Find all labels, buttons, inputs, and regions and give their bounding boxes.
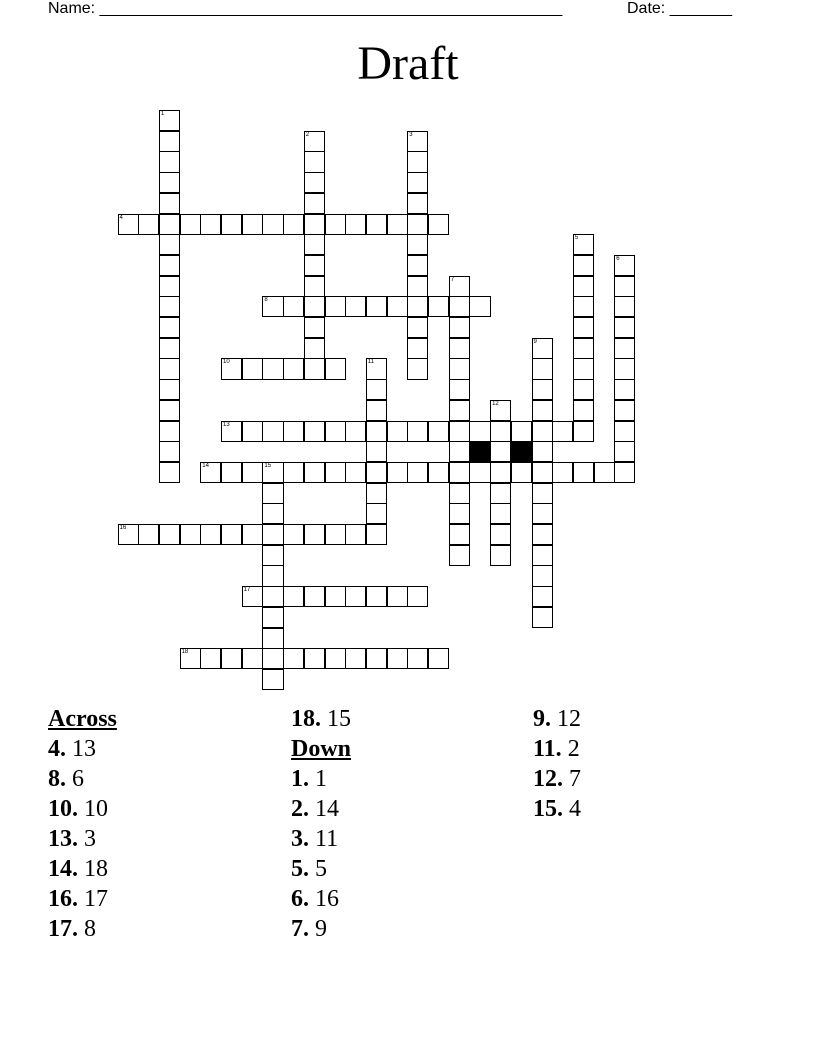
grid-cell[interactable] xyxy=(449,421,470,442)
grid-cell[interactable] xyxy=(449,358,470,379)
grid-cell[interactable] xyxy=(262,607,283,628)
clue-item: 15. 4 xyxy=(533,796,581,822)
grid-cell[interactable] xyxy=(573,234,594,255)
clue-item: 8. 6 xyxy=(48,766,84,792)
grid-cell[interactable] xyxy=(511,462,532,483)
grid-cell[interactable] xyxy=(552,462,573,483)
grid-cell[interactable] xyxy=(407,421,428,442)
grid-cell[interactable] xyxy=(221,214,242,235)
grid-cell[interactable] xyxy=(283,462,304,483)
grid-cell[interactable] xyxy=(407,276,428,297)
grid-cell[interactable] xyxy=(428,648,449,669)
grid-cell[interactable] xyxy=(366,421,387,442)
grid-cell[interactable] xyxy=(221,648,242,669)
grid-cell[interactable] xyxy=(304,151,325,172)
grid-cell[interactable] xyxy=(118,214,139,235)
grid-cell[interactable] xyxy=(159,421,180,442)
grid-cell[interactable] xyxy=(532,358,553,379)
grid-cell[interactable] xyxy=(407,462,428,483)
grid-cell[interactable] xyxy=(180,524,201,545)
grid-cell[interactable] xyxy=(325,524,346,545)
grid-cell[interactable] xyxy=(304,193,325,214)
grid-cell[interactable] xyxy=(428,296,449,317)
clue-item: 2. 14 xyxy=(291,796,339,822)
grid-cell[interactable] xyxy=(614,462,635,483)
grid-cell[interactable] xyxy=(552,421,573,442)
clue-item: 14. 18 xyxy=(48,856,108,882)
grid-cell[interactable] xyxy=(490,524,511,545)
across-heading: Across xyxy=(48,706,117,732)
grid-cell[interactable] xyxy=(614,255,635,276)
grid-cell[interactable] xyxy=(242,524,263,545)
grid-cell[interactable] xyxy=(490,400,511,421)
grid-cell[interactable] xyxy=(221,358,242,379)
grid-cell[interactable] xyxy=(159,172,180,193)
cell-number: 8 xyxy=(264,297,268,304)
grid-cell[interactable] xyxy=(387,586,408,607)
grid-cell[interactable] xyxy=(262,628,283,649)
clue-item: 7. 9 xyxy=(291,916,327,942)
clue-item: 5. 5 xyxy=(291,856,327,882)
grid-cell[interactable] xyxy=(594,462,615,483)
grid-cell[interactable] xyxy=(159,296,180,317)
grid-cell[interactable] xyxy=(407,131,428,152)
grid-cell[interactable] xyxy=(159,441,180,462)
grid-cell[interactable] xyxy=(304,214,325,235)
grid-cell[interactable] xyxy=(449,296,470,317)
grid-cell[interactable] xyxy=(573,400,594,421)
grid-cell[interactable] xyxy=(614,317,635,338)
grid-cell[interactable] xyxy=(159,400,180,421)
grid-cell[interactable] xyxy=(532,503,553,524)
grid-cell[interactable] xyxy=(532,545,553,566)
grid-cell[interactable] xyxy=(366,214,387,235)
grid-cell[interactable] xyxy=(304,462,325,483)
grid-cell[interactable] xyxy=(304,255,325,276)
grid-cell[interactable] xyxy=(283,214,304,235)
grid-cell[interactable] xyxy=(159,110,180,131)
grid-cell[interactable] xyxy=(449,276,470,297)
grid-cell[interactable] xyxy=(366,400,387,421)
grid-cell[interactable] xyxy=(304,524,325,545)
grid-cell[interactable] xyxy=(407,296,428,317)
clue-item: 9. 12 xyxy=(533,706,581,732)
grid-cell[interactable] xyxy=(449,483,470,504)
grid-cell[interactable] xyxy=(573,255,594,276)
grid-cell[interactable] xyxy=(573,421,594,442)
grid-cell[interactable] xyxy=(614,358,635,379)
cell-number: 16 xyxy=(119,525,127,531)
cell-number: 5 xyxy=(574,235,579,242)
grid-cell[interactable] xyxy=(159,276,180,297)
clue-item: 18. 15 xyxy=(291,706,351,732)
grid-cell[interactable] xyxy=(159,151,180,172)
grid-cell[interactable] xyxy=(262,462,283,483)
clue-item: 10. 10 xyxy=(48,796,108,822)
grid-cell[interactable] xyxy=(573,317,594,338)
grid-cell[interactable] xyxy=(490,441,511,462)
cell-number: 4 xyxy=(119,214,123,221)
grid-cell[interactable] xyxy=(469,421,490,442)
grid-cell[interactable] xyxy=(573,338,594,359)
grid-cell[interactable] xyxy=(614,379,635,400)
grid-cell[interactable] xyxy=(138,214,159,235)
grid-cell[interactable] xyxy=(449,379,470,400)
grid-cell[interactable] xyxy=(449,441,470,462)
grid-cell[interactable] xyxy=(180,648,201,669)
grid-cell[interactable] xyxy=(242,358,263,379)
grid-cell[interactable] xyxy=(573,462,594,483)
grid-cell[interactable] xyxy=(366,379,387,400)
grid-cell[interactable] xyxy=(304,338,325,359)
clue-item: 3. 11 xyxy=(291,826,339,852)
grid-cell[interactable] xyxy=(262,296,283,317)
clue-item: 13. 3 xyxy=(48,826,96,852)
grid-cell[interactable] xyxy=(345,586,366,607)
grid-cell[interactable] xyxy=(304,648,325,669)
grid-cell[interactable] xyxy=(614,276,635,297)
grid-cell[interactable] xyxy=(262,586,283,607)
grid-cell[interactable] xyxy=(221,462,242,483)
grid-cell[interactable] xyxy=(573,296,594,317)
cell-number: 7 xyxy=(450,276,455,283)
grid-cell[interactable] xyxy=(345,214,366,235)
grid-cell[interactable] xyxy=(387,296,408,317)
grid-cell[interactable] xyxy=(262,503,283,524)
grid-cell[interactable] xyxy=(387,421,408,442)
grid-cell[interactable] xyxy=(345,524,366,545)
grid-cell[interactable] xyxy=(283,648,304,669)
grid-cell[interactable] xyxy=(511,421,532,442)
grid-cell[interactable] xyxy=(242,421,263,442)
grid-cell[interactable] xyxy=(283,421,304,442)
grid-cell[interactable] xyxy=(490,421,511,442)
grid-cell[interactable] xyxy=(242,586,263,607)
grid-cell[interactable] xyxy=(262,565,283,586)
grid-cell[interactable] xyxy=(325,214,346,235)
grid-cell[interactable] xyxy=(325,648,346,669)
grid-cell[interactable] xyxy=(407,234,428,255)
grid-cell[interactable] xyxy=(159,524,180,545)
cell-number: 18 xyxy=(181,649,189,656)
grid-cell[interactable] xyxy=(262,214,283,235)
grid-cell[interactable] xyxy=(449,400,470,421)
clue-item: 6. 16 xyxy=(291,886,339,912)
grid-cell[interactable] xyxy=(262,421,283,442)
grid-block xyxy=(511,441,532,462)
cell-number: 6 xyxy=(616,255,620,262)
grid-cell[interactable] xyxy=(159,379,180,400)
grid-cell[interactable] xyxy=(262,483,283,504)
grid-cell[interactable] xyxy=(345,296,366,317)
grid-cell[interactable] xyxy=(532,379,553,400)
grid-cell[interactable] xyxy=(449,338,470,359)
cell-number: 10 xyxy=(223,359,230,366)
grid-cell[interactable] xyxy=(614,296,635,317)
cell-number: 11 xyxy=(367,359,375,366)
grid-cell[interactable] xyxy=(407,255,428,276)
cell-number: 9 xyxy=(533,338,537,345)
grid-cell[interactable] xyxy=(345,462,366,483)
grid-cell[interactable] xyxy=(469,462,490,483)
grid-cell[interactable] xyxy=(159,193,180,214)
grid-cell[interactable] xyxy=(387,214,408,235)
grid-cell[interactable] xyxy=(345,421,366,442)
grid-cell[interactable] xyxy=(304,172,325,193)
grid-cell[interactable] xyxy=(449,503,470,524)
grid-cell[interactable] xyxy=(532,524,553,545)
grid-cell[interactable] xyxy=(283,524,304,545)
grid-cell[interactable] xyxy=(532,462,553,483)
grid-cell[interactable] xyxy=(304,296,325,317)
cell-number: 13 xyxy=(223,421,230,428)
grid-cell[interactable] xyxy=(366,586,387,607)
grid-cell[interactable] xyxy=(614,400,635,421)
grid-cell[interactable] xyxy=(159,131,180,152)
clue-item: 4. 13 xyxy=(48,736,96,762)
cell-number: 17 xyxy=(243,587,251,594)
grid-cell[interactable] xyxy=(532,607,553,628)
grid-cell[interactable] xyxy=(532,586,553,607)
grid-cell[interactable] xyxy=(428,421,449,442)
grid-cell[interactable] xyxy=(532,400,553,421)
grid-cell[interactable] xyxy=(159,358,180,379)
grid-cell[interactable] xyxy=(366,441,387,462)
name-field-label: Name: ____________________________________________________ xyxy=(48,0,563,17)
grid-cell[interactable] xyxy=(428,462,449,483)
grid-cell[interactable] xyxy=(532,441,553,462)
grid-cell[interactable] xyxy=(366,648,387,669)
grid-block xyxy=(469,441,490,462)
grid-cell[interactable] xyxy=(366,524,387,545)
grid-cell[interactable] xyxy=(304,586,325,607)
grid-cell[interactable] xyxy=(532,421,553,442)
grid-cell[interactable] xyxy=(449,317,470,338)
grid-cell[interactable] xyxy=(200,648,221,669)
grid-cell[interactable] xyxy=(366,503,387,524)
grid-cell[interactable] xyxy=(159,255,180,276)
grid-cell[interactable] xyxy=(387,462,408,483)
grid-cell[interactable] xyxy=(614,441,635,462)
grid-cell[interactable] xyxy=(159,462,180,483)
grid-cell[interactable] xyxy=(325,358,346,379)
clue-column-1 xyxy=(48,704,117,944)
grid-cell[interactable] xyxy=(200,462,221,483)
grid-cell[interactable] xyxy=(532,483,553,504)
date-field-label: Date: _______ xyxy=(627,0,732,17)
grid-cell[interactable] xyxy=(325,421,346,442)
grid-cell[interactable] xyxy=(262,358,283,379)
grid-cell[interactable] xyxy=(304,421,325,442)
grid-cell[interactable] xyxy=(262,524,283,545)
cell-number: 14 xyxy=(202,462,209,469)
grid-cell[interactable] xyxy=(387,648,408,669)
cell-number: 15 xyxy=(264,462,272,469)
grid-cell[interactable] xyxy=(407,317,428,338)
grid-cell[interactable] xyxy=(283,296,304,317)
grid-cell[interactable] xyxy=(200,214,221,235)
grid-cell[interactable] xyxy=(614,421,635,442)
grid-cell[interactable] xyxy=(159,317,180,338)
grid-cell[interactable] xyxy=(573,358,594,379)
grid-cell[interactable] xyxy=(428,214,449,235)
cell-number: 12 xyxy=(492,400,499,407)
grid-cell[interactable] xyxy=(532,565,553,586)
grid-cell[interactable] xyxy=(262,545,283,566)
cell-number: 1 xyxy=(160,111,165,117)
grid-cell[interactable] xyxy=(449,524,470,545)
grid-cell[interactable] xyxy=(262,648,283,669)
grid-cell[interactable] xyxy=(159,338,180,359)
grid-cell[interactable] xyxy=(242,462,263,483)
grid-cell[interactable] xyxy=(366,462,387,483)
clue-item: 17. 8 xyxy=(48,916,96,942)
grid-cell[interactable] xyxy=(407,358,428,379)
clue-item: 1. 1 xyxy=(291,766,327,792)
grid-cell[interactable] xyxy=(573,276,594,297)
clue-column-3 xyxy=(533,704,581,824)
grid-cell[interactable] xyxy=(325,462,346,483)
grid-cell[interactable] xyxy=(469,296,490,317)
grid-cell[interactable] xyxy=(366,358,387,379)
grid-cell[interactable] xyxy=(449,545,470,566)
grid-cell[interactable] xyxy=(407,193,428,214)
grid-cell[interactable] xyxy=(138,524,159,545)
grid-cell[interactable] xyxy=(283,586,304,607)
grid-cell[interactable] xyxy=(325,296,346,317)
clue-item: 16. 17 xyxy=(48,886,108,912)
grid-cell[interactable] xyxy=(159,234,180,255)
grid-cell[interactable] xyxy=(614,338,635,359)
grid-cell[interactable] xyxy=(304,276,325,297)
grid-cell[interactable] xyxy=(159,214,180,235)
grid-cell[interactable] xyxy=(407,338,428,359)
grid-cell[interactable] xyxy=(532,338,553,359)
grid-cell[interactable] xyxy=(573,379,594,400)
grid-cell[interactable] xyxy=(407,586,428,607)
clue-item: 12. 7 xyxy=(533,766,581,792)
grid-cell[interactable] xyxy=(366,296,387,317)
grid-cell[interactable] xyxy=(490,462,511,483)
grid-cell[interactable] xyxy=(407,151,428,172)
grid-cell[interactable] xyxy=(490,483,511,504)
grid-cell[interactable] xyxy=(490,545,511,566)
cell-number: 3 xyxy=(409,131,413,138)
clue-item: 11. 2 xyxy=(533,736,580,762)
grid-cell[interactable] xyxy=(221,421,242,442)
grid-cell[interactable] xyxy=(221,524,242,545)
grid-cell[interactable] xyxy=(490,503,511,524)
grid-cell[interactable] xyxy=(407,648,428,669)
grid-cell[interactable] xyxy=(180,214,201,235)
grid-cell[interactable] xyxy=(283,358,304,379)
grid-cell[interactable] xyxy=(242,648,263,669)
grid-cell[interactable] xyxy=(262,669,283,690)
grid-cell[interactable] xyxy=(200,524,221,545)
grid-cell[interactable] xyxy=(325,586,346,607)
grid-cell[interactable] xyxy=(345,648,366,669)
grid-cell[interactable] xyxy=(242,214,263,235)
grid-cell[interactable] xyxy=(304,358,325,379)
grid-cell[interactable] xyxy=(366,483,387,504)
down-heading: Down xyxy=(291,736,352,762)
grid-cell[interactable] xyxy=(118,524,139,545)
grid-cell[interactable] xyxy=(304,317,325,338)
grid-cell[interactable] xyxy=(304,234,325,255)
clue-column-2 xyxy=(291,704,351,944)
cell-number: 2 xyxy=(305,131,310,138)
grid-cell[interactable] xyxy=(407,172,428,193)
grid-cell[interactable] xyxy=(407,214,428,235)
grid-cell[interactable] xyxy=(449,462,470,483)
grid-cell[interactable] xyxy=(304,131,325,152)
page-title: Draft xyxy=(357,37,459,90)
